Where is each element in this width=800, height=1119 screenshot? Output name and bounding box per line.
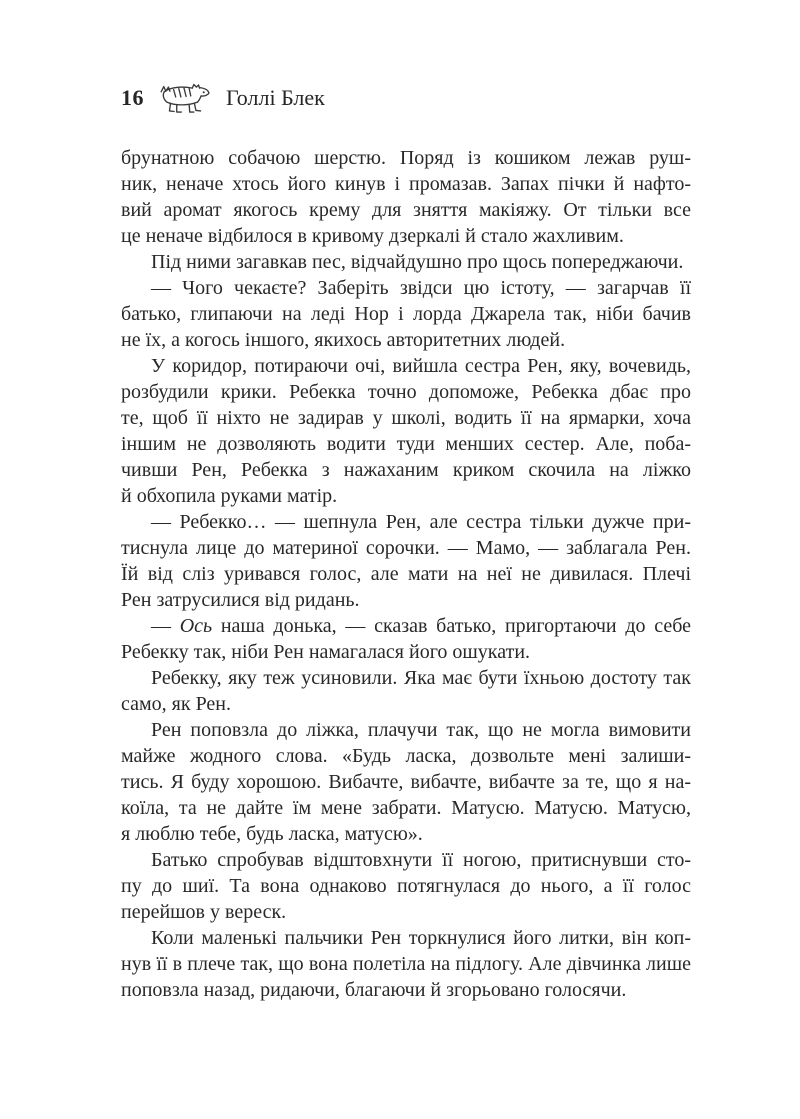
paragraph [121,847,691,925]
text-line: це неначе відбилося в кривому дзеркалі й стало жахливим. [121,225,624,247]
text-line: розбудили крики. Ребекка точно допоможе, Ребекка дбає про [121,381,691,403]
paragraph [121,353,691,509]
paragraph [121,145,691,249]
text-line: — Чого чекаєте? Заберіть звідси цю істоту, — загарчав її [151,277,691,299]
text-line: брунатною собачою шерстю. Поряд із кошиком лежав руш- [121,147,691,169]
paragraph [121,275,691,353]
page-number: 16 [121,85,144,110]
text-line: У коридор, потираючи очі, вийшла сестра Рен, яку, вочевидь, [151,355,691,377]
paragraph [121,613,691,665]
text-line: Батько спробував відштовхнути її ногою, притиснувши сто- [151,849,691,871]
text-line: Ребекку, яку теж усиновили. Яка має бути їхньою достоту так [151,667,691,689]
text-line: ник, неначе хтось його кинув і промазав. Запах пічки й нафто- [121,173,691,195]
text-line: вий аромат якогось крему для зняття макіяжу. От тільки все [121,199,691,221]
paragraph [121,665,691,717]
paragraph [121,717,691,847]
text-line: Рен затрусилися від ридань. [121,589,360,611]
text-line: Під ними загавкав пес, відчайдушно про щось попереджаючи. [151,251,684,273]
text-line: те, щоб її ніхто не задирав у школі, водить її на ярмарки, хоча [121,407,691,429]
text-line: батько, глипаючи на леді Нор і лорда Джарела так, ніби бачив [121,303,691,325]
text-line: чивши Рен, Ребекка з нажаханим криком скочила на ліжко [121,459,691,481]
running-header [121,76,691,120]
text-line: нув її в плече так, що вона полетіла на підлогу. Але дівчинка лише [121,953,691,975]
text-line: й обхопила руками матір. [121,485,338,507]
text-line: пу до шиї. Та вона однаково потягнулася до нього, а її голос [121,875,691,897]
text-line: майже жодного слова. «Будь ласка, дозвольте мені залиши- [121,745,691,767]
text-line: я люблю тебе, будь ласка, матусю». [121,823,423,845]
text-line: іншим не дозволяють водити туди менших сестер. Але, поба- [121,433,691,455]
text-line: поповзла назад, ридаючи, благаючи й згорьовано голосячи. [121,979,627,1001]
author-name: Голлі Блек [226,85,325,110]
text-line: тиснула лице до материної сорочки. — Мамо, — заблагала Рен. [121,537,691,559]
text-line: Їй від сліз уривався голос, але мати на неї не дивилася. Плечі [121,563,691,585]
text-line: тись. Я буду хорошою. Вибачте, вибачте, вибачте за те, що я на- [121,771,691,793]
text-line: Ребекку так, ніби Рен намагалася його ошукати. [121,641,531,663]
text-line: Коли маленькі пальчики Рен торкнулися його литки, він коп- [151,927,691,949]
body-text [121,145,691,1003]
text-line: перейшов у вереск. [121,901,287,923]
text-line: коїла, та не дайте їм мене забрати. Матусю. Матусю. Матусю, [121,797,691,819]
text-line: — Ребекко… — шепнула Рен, але сестра тільки дужче при- [151,511,691,533]
cat-sketch-icon [156,77,212,119]
paragraph [121,925,691,1003]
paragraph [121,249,691,275]
text-line: не їх, а когось іншого, якихось авторитетних людей. [121,329,566,351]
text-line: само, як Рен. [121,693,232,715]
paragraph [121,509,691,613]
text-line: Рен поповзла до ліжка, плачучи так, що не могла вимовити [151,719,691,741]
text-line: — Ось наша донька, — сказав батько, пригортаючи до себе [151,615,691,637]
